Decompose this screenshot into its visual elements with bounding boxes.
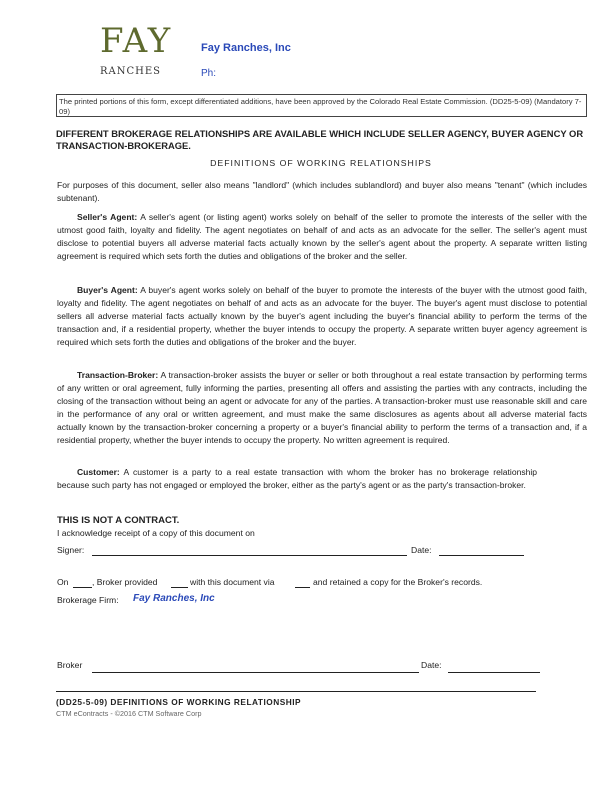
broker-label: Broker xyxy=(57,660,83,670)
broker-date-line[interactable] xyxy=(448,672,540,673)
seller-agent-label: Seller's Agent: xyxy=(77,212,138,222)
phone-label: Ph: xyxy=(201,68,217,79)
footer-copyright: CTM eContracts - ©2016 CTM Software Corp xyxy=(56,709,202,718)
broker-provided-label: , Broker provided xyxy=(92,577,158,587)
acknowledge-text: I acknowledge receipt of a copy of this document on xyxy=(57,528,255,538)
buyer-agent-label: Buyer's Agent: xyxy=(77,285,138,295)
seller-agent-paragraph xyxy=(57,211,587,263)
signer-date-label: Date: xyxy=(411,545,432,555)
customer-text: A customer is a party to a real estate transaction with whom the broker has no brokerage relationship because such party has not engaged or employed the broker, either as the party's agent or as the party's transaction-broker. xyxy=(57,467,538,490)
main-heading: DIFFERENT BROKERAGE RELATIONSHIPS ARE AVAILABLE WHICH INCLUDE SELLER AGENCY, BUYER AGENCY OR TRANSACTION-BROKERAGE. xyxy=(56,128,584,151)
buyer-agent-text: A buyer's agent works solely on behalf of the buyer to promote the interests of the buyer with the utmost good faith, loyalty and fidelity. The agent negotiates on behalf of and acts as an advocate for the buyer. The buyer's agent must disclose to potential sellers all adverse material facts actually known by the buyer's agent including the buyer's financial ability to perform the terms of the transaction and, if a residential property, whether the buyer intends to occupy the property. A separate written buyer agency agreement is required which sets forth the duties and obligations of the broker and the buyer. xyxy=(57,285,587,347)
provided-to-blank[interactable] xyxy=(171,587,188,588)
with-document-label: with this document via xyxy=(190,577,275,587)
buyer-agent-paragraph xyxy=(57,284,587,349)
broker-date-label: Date: xyxy=(421,660,442,670)
footer-rule xyxy=(56,691,536,692)
logo-ranches-text: RANCHES xyxy=(100,66,162,77)
customer-paragraph xyxy=(57,466,537,492)
transaction-broker-label: Transaction-Broker: xyxy=(77,370,159,380)
transaction-broker-text: A transaction-broker assists the buyer or seller or both throughout a real estate transaction by performing terms of any written or oral agreement, fully informing the parties, presenting all offers and assisting the parties with any contracts, including the closing of the transaction without being an agent or advocate for any of the parties. A transaction-broker must use reasonable skill and care in the performance of any oral or written agreement, and must make the same disclosures as agents about all adverse material facts actually known by the transaction-broker concerning a property or a buyer's financial ability to perform the terms of a transaction and, if a residential property, whether the buyer intends to occupy the property. No written agreement is required. xyxy=(57,370,587,445)
logo-fay-text: FAY xyxy=(100,21,173,61)
signer-label: Signer: xyxy=(57,545,85,555)
seller-agent-text: A seller's agent (or listing agent) works solely on behalf of the seller to promote the interests of the seller with the utmost good faith, loyalty and fidelity. The agent negotiates on behalf of and acts as an advocate for the seller. The seller's agent must disclose to potential buyers all adverse material facts actually known by the seller's agent about the property. A separate written listing agreement is required which sets forth the duties and obligations of the broker and the seller. xyxy=(57,212,588,261)
customer-label: Customer: xyxy=(77,467,120,477)
transaction-broker-paragraph xyxy=(57,369,587,446)
not-contract-notice: THIS IS NOT A CONTRACT. xyxy=(57,515,180,526)
commission-notice: The printed portions of this form, except differentiated additions, have been approved by the Colorado Real Estate Commission. (DD25-5-09) (Mandatory 7-09) xyxy=(56,94,587,117)
company-name: Fay Ranches, Inc xyxy=(201,42,291,54)
signer-signature-line[interactable] xyxy=(92,555,407,556)
footer-title: (DD25-5-09) DEFINITIONS OF WORKING RELATIONSHIP xyxy=(56,697,302,707)
on-label: On xyxy=(57,577,69,587)
delivery-method-blank[interactable] xyxy=(295,587,310,588)
broker-signature-line[interactable] xyxy=(92,672,419,673)
definitions-title: DEFINITIONS OF WORKING RELATIONSHIPS xyxy=(210,158,432,168)
retained-copy-label: and retained a copy for the Broker's records. xyxy=(313,577,483,587)
signer-date-line[interactable] xyxy=(439,555,524,556)
intro-paragraph: For purposes of this document, seller also means "landlord" (which includes sublandlord) and buyer also means "tenant" (which includes subtenant). xyxy=(57,180,587,203)
brokerage-firm-name: Fay Ranches, Inc xyxy=(133,593,215,604)
on-date-blank[interactable] xyxy=(73,587,92,588)
brokerage-firm-label: Brokerage Firm: xyxy=(57,595,119,605)
